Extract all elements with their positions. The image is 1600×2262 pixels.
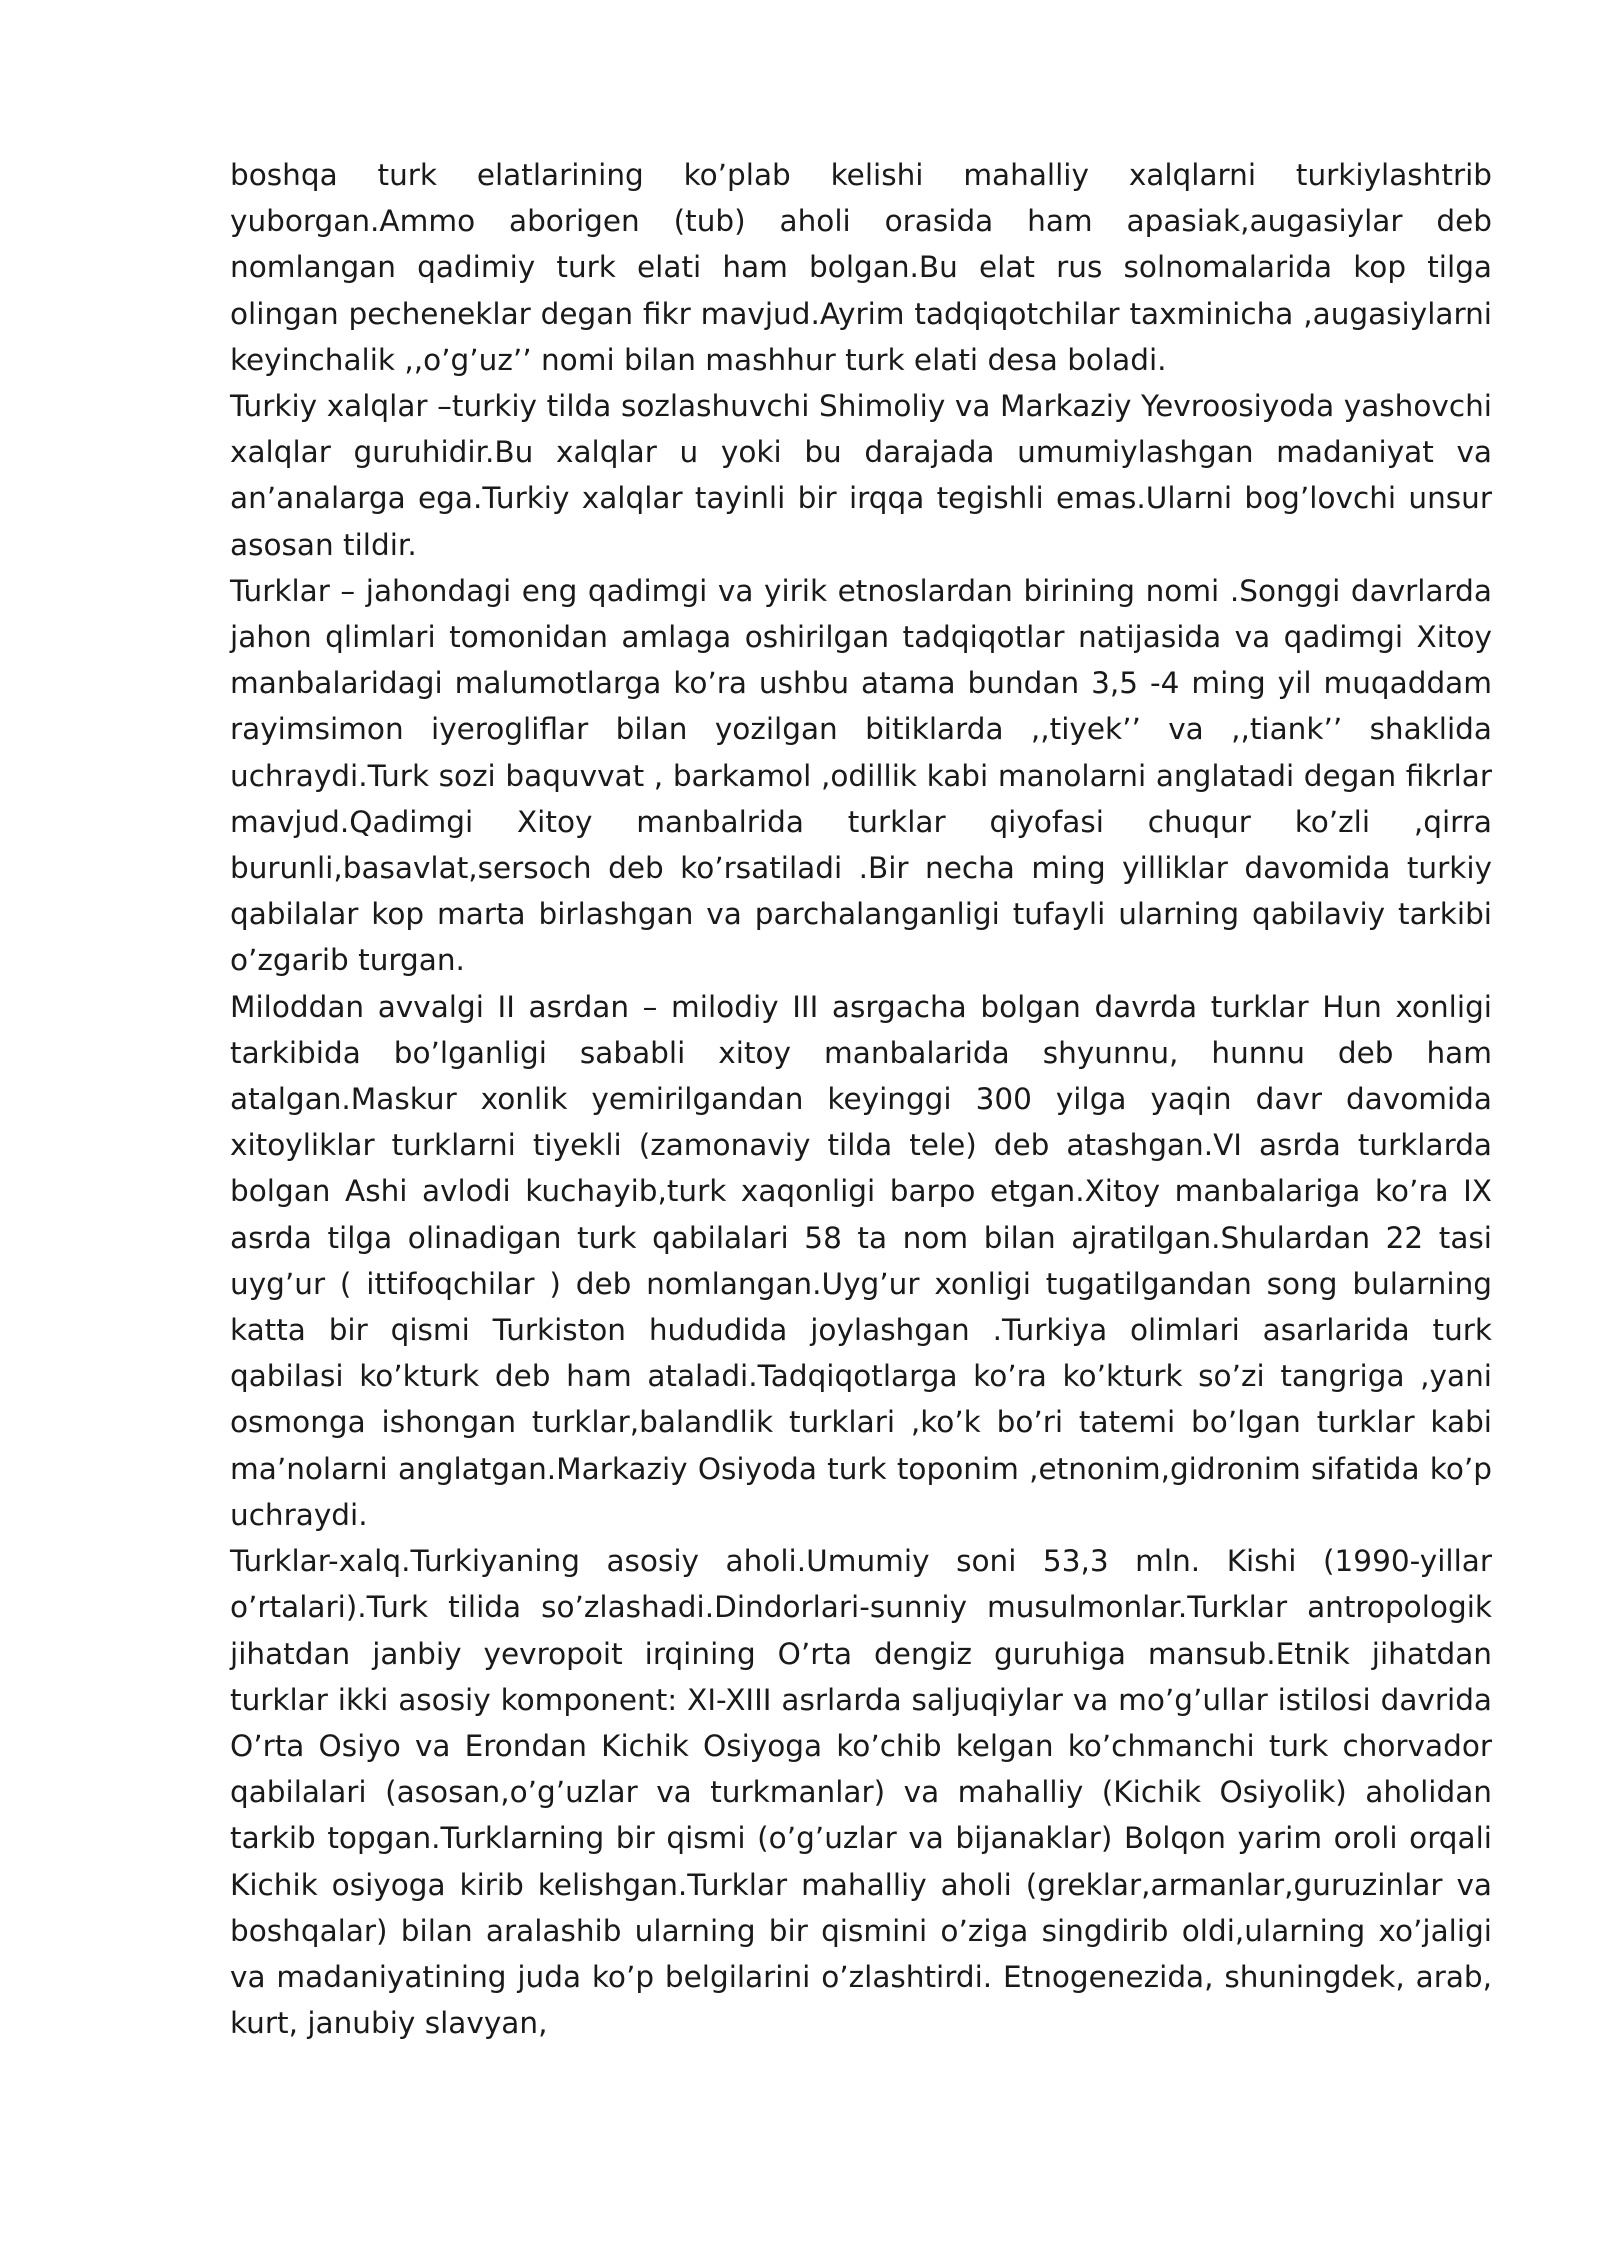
paragraph-1: boshqa turk elatlarining ko’plab kelishi mahalliy xalqlarni turkiylashtrib yuborgan.Ammo aborigen (tub) aholi orasida ham apasiak,augasiylar deb nomlangan qadimiy turk elati ham bolgan.Bu elat rus solnomalarida kop tilga olingan pecheneklar degan fikr mavjud.Ayrim tadqiqotchilar taxminicha ,augasiylarni keyinchalik ,,o’g’uz’’ nomi bilan mashhur turk elati desa boladi.: [230, 158, 1492, 377]
paragraph-4: Miloddan avvalgi II asrdan – milodiy III asrgacha bolgan davrda turklar Hun xonligi tarkibida bo’lganligi sababli xitoy manbalarida shyunnu, hunnu deb ham atalgan.Maskur xonlik yemirilgandan keyinggi 300 yilga yaqin davr davomida xitoyliklar turklarni tiyekli (zamonaviy tilda tele) deb atashgan.VI asrda turklarda bolgan Ashi avlodi kuchayib,turk xaqonligi barpo etgan.Xitoy manbalariga ko’ra IX asrda tilga olinadigan turk qabilalari 58 ta nom bilan ajratilgan.Shulardan 22 tasi uyg’ur ( ittifoqchilar ) deb nomlangan.Uyg’ur xonligi tugatilgandan song bularning katta bir qismi Turkiston hududida joylashgan .Turkiya olimlari asarlarida turk qabilasi ko’kturk deb ham ataladi.Tadqiqotlarga ko’ra ko’kturk so’zi tangriga ,yani osmonga ishongan turklar,balandlik turklari ,ko’k bo’ri tatemi bo’lgan turklar kabi ma’nolarni anglatgan.Markaziy Osiyoda turk toponim ,etnonim,gidronim sifatida ko’p uchraydi.: [230, 989, 1492, 1532]
paragraph-3: Turklar – jahondagi eng qadimgi va yirik etnoslardan birining nomi .Songgi davrlarda jahon qlimlari tomonidan amlaga oshirilgan tadqiqotlar natijasida va qadimgi Xitoy manbalaridagi malumotlarga ko’ra ushbu atama bundan 3,5 -4 ming yil muqaddam rayimsimon iyerogliflar bilan yozilgan bitiklarda ,,tiyek’’ va ,,tiank’’ shaklida uchraydi.Turk sozi baquvvat , barkamol ,odillik kabi manolarni anglatadi degan fikrlar mavjud.Qadimgi Xitoy manbalrida turklar qiyofasi chuqur ko’zli ,qirra burunli,basavlat,sersoch deb ko’rsatiladi .Bir necha ming yilliklar davomida turkiy qabilalar kop marta birlashgan va parchalanganligi tufayli ularning qabilaviy tarkibi o’zgarib turgan.: [230, 573, 1492, 978]
paragraph-5: Turklar-xalq.Turkiyaning asosiy aholi.Umumiy soni 53,3 mln. Kishi (1990-yillar o’rtalari).Turk tilida so’zlashadi.Dindorlari-sunniy musulmonlar.Turklar antropologik jihatdan janbiy yevropoit irqining O’rta dengiz guruhiga mansub.Etnik jihatdan turklar ikki asosiy komponent: XI-XIII asrlarda saljuqiylar va mo’g’ullar istilosi davrida O’rta Osiyo va Erondan Kichik Osiyoga ko’chib kelgan ko’chmanchi turk chorvador qabilalari (asosan,o’g’uzlar va turkmanlar) va mahalliy (Kichik Osiyolik) aholidan tarkib topgan.Turklarning bir qismi (o’g’uzlar va bijanaklar) Bolqon yarim oroli orqali Kichik osiyoga kirib kelishgan.Turklar mahalliy aholi (greklar,armanlar,guruzinlar va boshqalar) bilan aralashib ularning bir qismini o’ziga singdirib oldi,ularning xo’jaligi va madaniyatining juda ko’p belgilarini o’zlashtirdi. Etnogenezida, shuningdek, arab, kurt, janubiy slavyan,: [230, 1544, 1492, 2041]
document-body: [230, 152, 1492, 2046]
paragraph-2: Turkiy xalqlar –turkiy tilda sozlashuvchi Shimoliy va Markaziy Yevroosiyoda yashovchi xalqlar guruhidir.Bu xalqlar u yoki bu darajada umumiylashgan madaniyat va an’analarga ega.Turkiy xalqlar tayinli bir irqqa tegishli emas.Ularni bog’lovchi unsur asosan tildir.: [230, 389, 1492, 562]
